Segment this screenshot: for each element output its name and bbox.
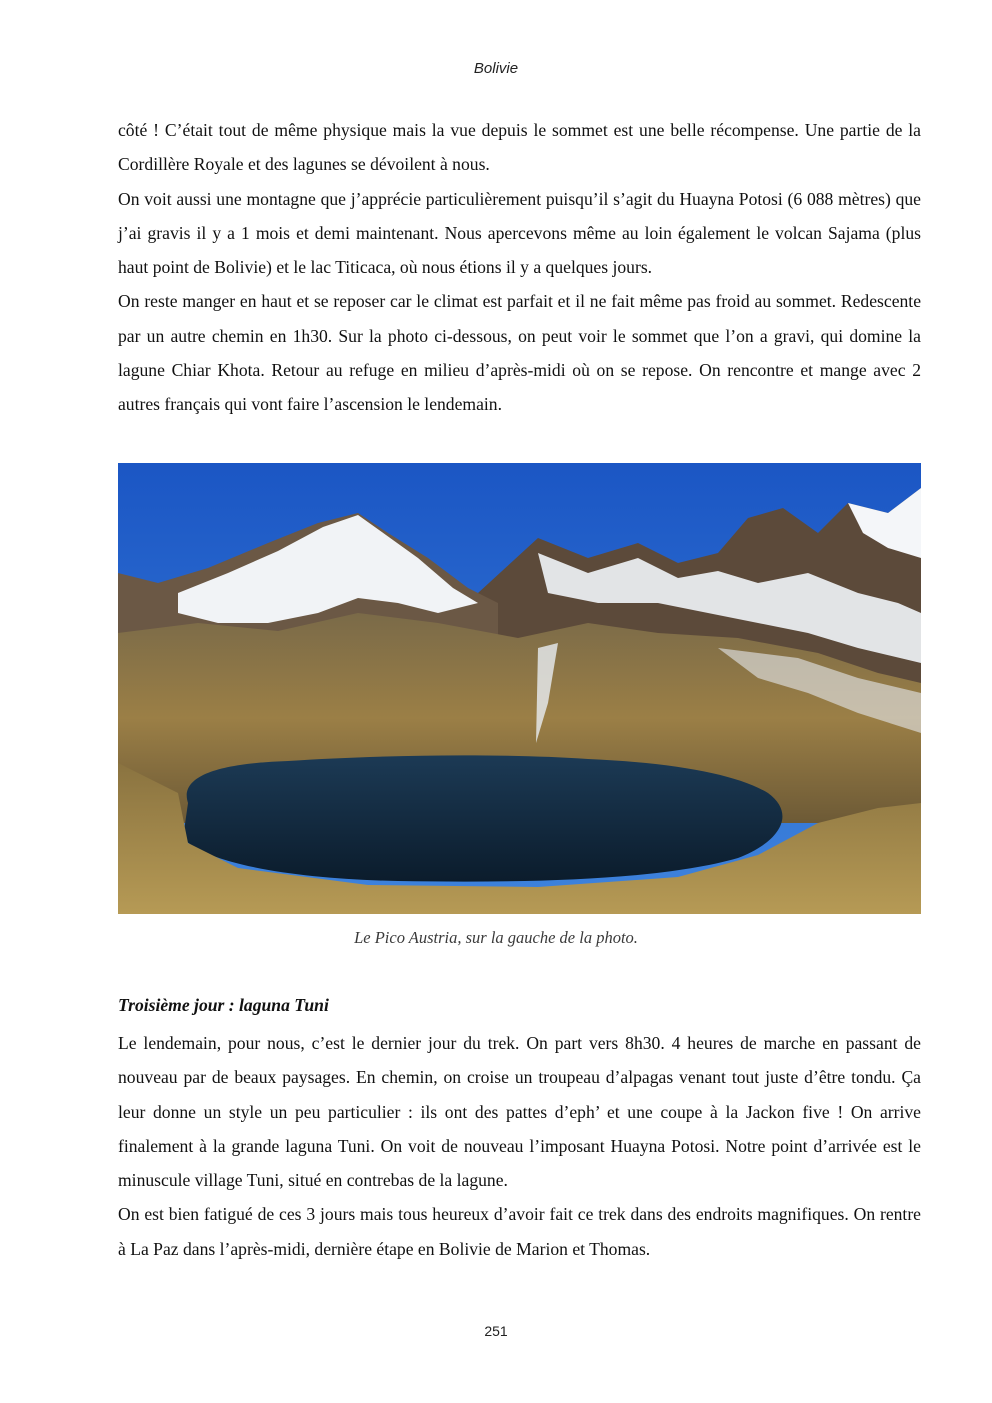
- running-header: Bolivie: [473, 60, 519, 77]
- mountain-lagoon-illustration: [118, 463, 921, 914]
- paragraph: côté ! C’était tout de même physique mais la vue depuis le sommet est une belle récompense. Une partie de la Cordillère Royale et des lagunes se dévoilent à nous.: [118, 120, 921, 175]
- lagoon: [183, 755, 782, 881]
- paragraph: On est bien fatigué de ces 3 jours mais tous heureux d’avoir fait ce trek dans des endroits magnifiques. On rentre à La Paz dans l’après-midi, dernière étape en Bolivie de Marion et Thomas.: [118, 1204, 921, 1259]
- body-text-bottom: [118, 1026, 921, 1266]
- lagoon-photo: [118, 463, 921, 914]
- body-text-top: [118, 113, 921, 422]
- paragraph: On reste manger en haut et se reposer car le climat est parfait et il ne fait même pas froid au sommet. Redescente par un autre chemin en 1h30. Sur la photo ci-dessous, on peut voir le sommet que l’on a gravi, qui domine la lagune Chiar Khota. Retour au refuge en milieu d’après-midi où on se repose. On rencontre et mange avec 2 autres français qui vont faire l’ascension le lendemain.: [118, 291, 921, 415]
- photo-caption: Le Pico Austria, sur la gauche de la photo.: [354, 928, 638, 947]
- paragraph: On voit aussi une montagne que j’apprécie particulièrement puisqu’il s’agit du Huayna Potosi (6 088 mètres) que j’ai gravis il y a 1 mois et demi maintenant. Nous apercevons même au loin également le volcan Sajama (plus haut point de Bolivie) et le lac Titicaca, où nous étions il y a quelques jours.: [118, 188, 921, 278]
- page-number: 251: [484, 1323, 508, 1339]
- section-heading: Troisième jour : laguna Tuni: [118, 995, 329, 1015]
- paragraph: Le lendemain, pour nous, c’est le dernier jour du trek. On part vers 8h30. 4 heures de marche en passant de nouveau par de beaux paysages. En chemin, on croise un troupeau d’alpagas venant tout juste d’être tondu. Ça leur donne un style un peu particulier : ils ont des pattes d’eph’ et une coupe à la Jackon five ! On arrive finalement à la grande laguna Tuni. On voit de nouveau l’imposant Huayna Potosi. Notre point d’arrivée est le minuscule village Tuni, situé en contrebas de la lagune.: [118, 1033, 921, 1191]
